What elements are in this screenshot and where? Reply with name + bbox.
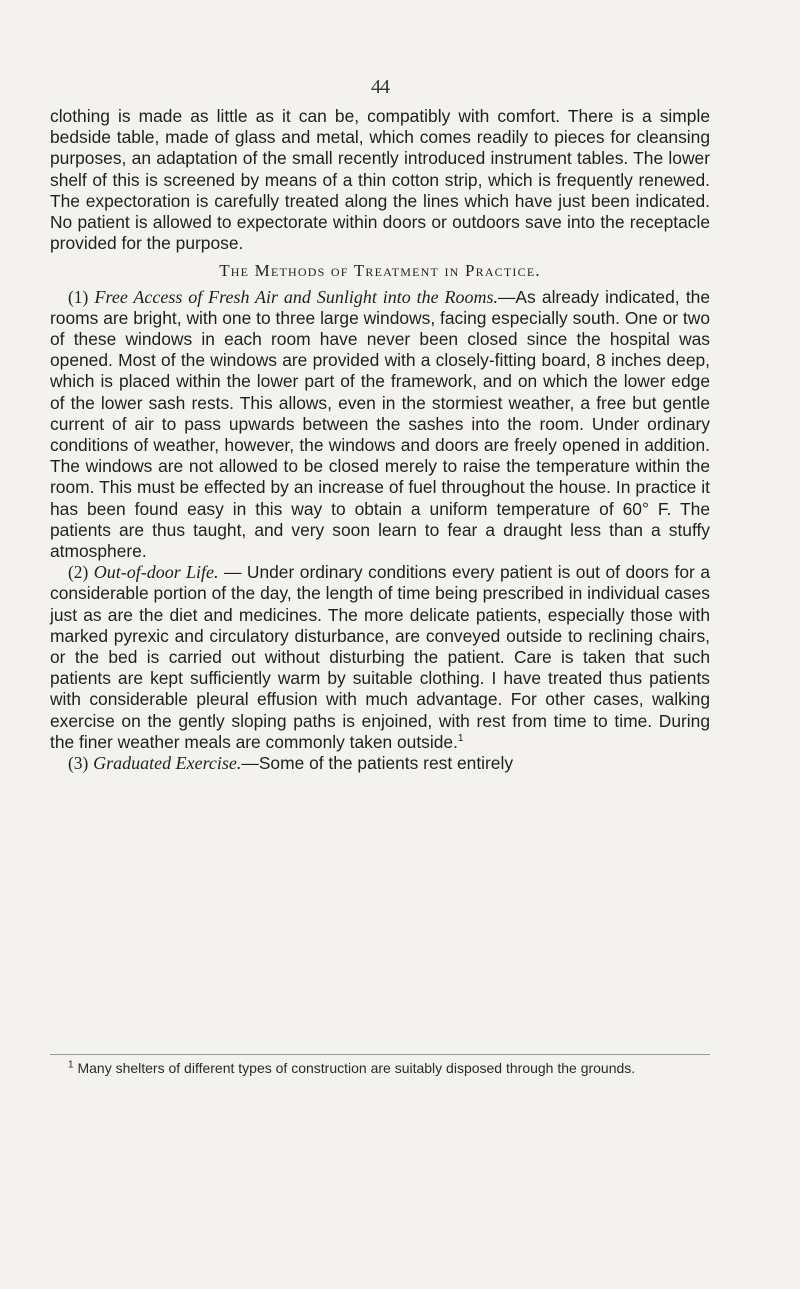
section-heading: The Methods of Treatment in Practice. bbox=[219, 261, 541, 281]
footnote-mark: 1 bbox=[68, 1059, 74, 1071]
paragraph-fresh-air bbox=[50, 287, 710, 563]
body-text bbox=[50, 106, 710, 774]
section-title: Graduated Exercise. bbox=[93, 753, 242, 774]
section-text: — Under ordinary conditions every patient is out of doors for a considerable portion of the day, the length of time being prescribed in individual cases just as are the diet and medicines. The more delicate patients, especially those with marked pyrexic and circulatory disturbance, are conveyed outside to reclining chairs, or the bed is carried out without disturbing the patient. Care is taken that such patients are kept sufficiently warm by suitable clothing. I have treated thus patients with considerable pleural effusion with much advantage. For other cases, walking exercise on the gently sloping paths is enjoined, with rest from time to time. During the finer weather meals are commonly taken outside. bbox=[50, 562, 710, 752]
section-title: Out-of-door Life. bbox=[93, 562, 219, 583]
footnote-text: Many shelters of different types of construction are suitably disposed through the grounds. bbox=[77, 1060, 636, 1076]
page-number: 44 bbox=[371, 76, 389, 98]
section-number: (2) bbox=[68, 562, 89, 583]
paragraph-clothing: clothing is made as little as it can be, compatibly with comfort. There is a simple bedside table, made of glass and metal, which comes readily to pieces for cleansing purposes, an adaptation of the small recently introduced instrument tables. The lower shelf of this is screened by means of a thin cotton strip, which is frequently renewed. The expectoration is carefully treated along the lines which have just been indicated. No patient is allowed to expectorate within doors or outdoors save into the receptacle provided for the purpose. bbox=[50, 106, 710, 254]
section-number: (1) bbox=[68, 286, 89, 307]
footnote-divider bbox=[50, 1054, 710, 1055]
section-number: (3) bbox=[68, 753, 89, 774]
paragraph-graduated-exercise bbox=[50, 753, 710, 774]
section-text: —As already indicated, the rooms are bright, with one to three large windows, facing especially south. One or two of these windows in each room have never been closed since the hospital was opened. Most of the windows are provided with a closely-fitting board, 8 inches deep, which is placed within the lower part of the framework, and on which the lower edge of the lower sash rests. This allows, even in the stormiest weather, a free but gentle current of air to pass upwards between the sashes into the room. Under ordinary conditions of weather, however, the windows and doors are freely opened in addition. The windows are not allowed to be closed merely to raise the temperature within the room. This must be effected by an increase of fuel throughout the house. In practice it has been found easy in this way to obtain a uniform temperature of 60° F. The patients are thus taught, and very soon learn to fear a draught less than a stuffy atmosphere. bbox=[50, 286, 710, 562]
footnote bbox=[50, 1060, 710, 1077]
section-text: —Some of the patients rest entirely bbox=[241, 753, 514, 774]
footnote-reference: 1 bbox=[457, 733, 464, 745]
book-page bbox=[50, 0, 710, 1289]
paragraph-out-of-door-life bbox=[50, 562, 710, 753]
section-title: Free Access of Fresh Air and Sunlight into the Rooms. bbox=[94, 286, 498, 307]
